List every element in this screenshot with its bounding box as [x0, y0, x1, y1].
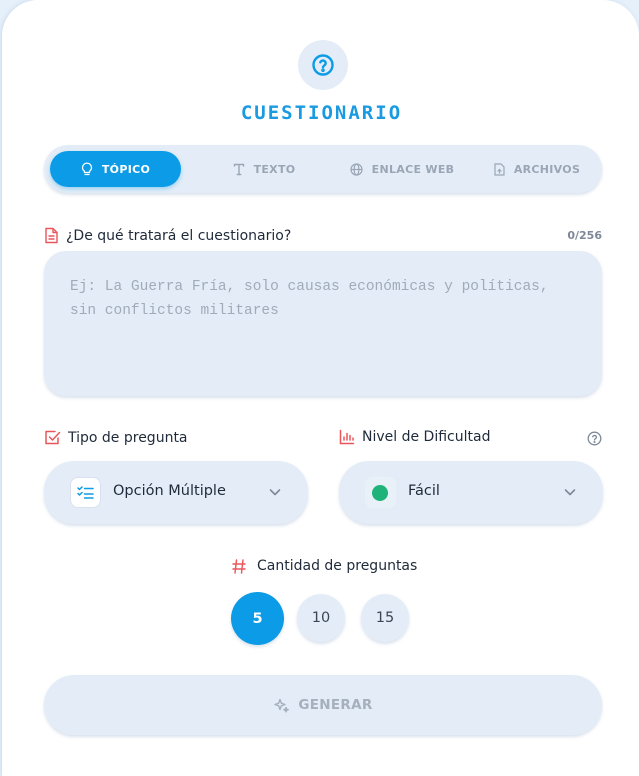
tab-enlace-web[interactable]	[334, 151, 470, 187]
chevron-down-icon	[563, 485, 577, 499]
quiz-card	[2, 0, 639, 776]
question-type-select[interactable]	[44, 461, 308, 524]
info-icon[interactable]	[587, 431, 602, 446]
question-icon	[311, 53, 335, 77]
difficulty-select[interactable]	[339, 461, 603, 524]
count-label: Cantidad de preguntas	[257, 558, 418, 574]
question-type-label-row	[44, 429, 188, 446]
question-type-label: Tipo de pregunta	[68, 429, 188, 446]
text-icon	[233, 163, 245, 176]
sparkle-icon	[273, 697, 290, 714]
tab-label: TÓPICO	[101, 162, 151, 176]
tab-label: ARCHIVOS	[513, 162, 581, 176]
question-type-value: Opción Múltiple	[113, 483, 226, 499]
list-check-icon	[70, 477, 101, 508]
count-option-10[interactable]: 10	[297, 594, 345, 642]
difficulty-dot	[372, 485, 388, 501]
tab-label: TEXTO	[253, 162, 296, 176]
file-upload-icon	[494, 163, 505, 176]
generate-label: GENERAR	[298, 697, 373, 713]
tab-archivos[interactable]	[480, 151, 594, 187]
difficulty-value: Fácil	[408, 483, 440, 499]
count-option-5[interactable]: 5	[231, 592, 284, 645]
count-label-row	[232, 558, 417, 574]
bar-chart-icon	[339, 429, 355, 445]
count-option-15[interactable]: 15	[361, 594, 409, 642]
generate-button[interactable]	[44, 675, 602, 735]
tab-texto[interactable]	[204, 151, 324, 187]
checkbox-icon	[44, 429, 61, 446]
difficulty-label-row	[339, 429, 490, 445]
help-badge	[298, 40, 348, 90]
topic-input[interactable]	[44, 251, 602, 396]
source-tabs	[44, 145, 602, 193]
globe-icon	[350, 163, 363, 176]
document-icon	[44, 227, 59, 244]
hash-icon	[232, 559, 246, 574]
tab-label: ENLACE WEB	[371, 162, 455, 176]
topic-label: ¿De qué tratará el cuestionario?	[66, 227, 292, 244]
tab-topico[interactable]	[50, 151, 181, 187]
difficulty-label: Nivel de Dificultad	[362, 429, 491, 445]
lightbulb-icon	[81, 162, 93, 176]
page-title: CUESTIONARIO	[240, 102, 403, 124]
chevron-down-icon	[268, 485, 282, 499]
topic-label-row	[44, 227, 291, 244]
char-counter: 0/256	[567, 229, 602, 242]
